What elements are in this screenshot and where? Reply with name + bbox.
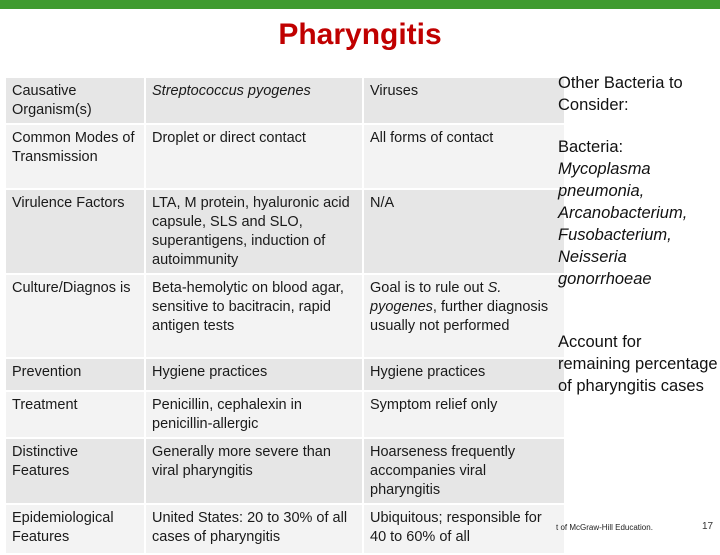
strep-cell: Beta-hemolytic on blood agar, sensitive to bacitracin, rapid antigen tests xyxy=(145,274,363,358)
slide-title: Pharyngitis xyxy=(278,18,442,51)
viral-cell: Hoarseness frequently accompanies viral pharyngitis xyxy=(363,438,565,504)
bacteria-list: Mycoplasma pneumonia, Arcanobacterium, Fusobacterium, Neisseria gonorrhoeae xyxy=(558,160,688,288)
table-row xyxy=(6,504,565,554)
viral-cell: Symptom relief only xyxy=(363,391,565,438)
top-accent-bar xyxy=(0,0,720,9)
comparison-table xyxy=(6,78,566,555)
viral-cell: Hygiene practices xyxy=(363,358,565,391)
viral-cell: Ubiquitous; responsible for 40 to 60% of all xyxy=(363,504,565,554)
strep-cell: Droplet or direct contact xyxy=(145,124,363,189)
sidebar-note: Account for remaining percentage of pharyngitis cases xyxy=(558,333,718,395)
table-row xyxy=(6,78,565,124)
row-label: Distinctive Features xyxy=(6,438,145,504)
strep-cell: Streptococcus pyogenes xyxy=(145,78,363,124)
row-label: Treatment xyxy=(6,391,145,438)
table-row xyxy=(6,358,565,391)
row-label: Virulence Factors xyxy=(6,189,145,274)
row-label: Culture/Diagnos is xyxy=(6,274,145,358)
strep-cell: Generally more severe than viral pharyngitis xyxy=(145,438,363,504)
row-label: Causative Organism(s) xyxy=(6,78,145,124)
strep-cell: Penicillin, cephalexin in penicillin-allergic xyxy=(145,391,363,438)
sidebar-bacteria xyxy=(558,136,718,290)
sidebar-heading: Other Bacteria to Consider: xyxy=(558,74,683,114)
row-label: Prevention xyxy=(6,358,145,391)
row-label: Epidemiological Features xyxy=(6,504,145,554)
strep-cell: United States: 20 to 30% of all cases of pharyngitis xyxy=(145,504,363,554)
table-row xyxy=(6,438,565,504)
viral-cell: All forms of contact xyxy=(363,124,565,189)
table-row xyxy=(6,274,565,358)
viral-cell: N/A xyxy=(363,189,565,274)
strep-cell: Hygiene practices xyxy=(145,358,363,391)
table-row xyxy=(6,124,565,189)
strep-cell: LTA, M protein, hyaluronic acid capsule, SLS and SLO, superantigens, induction of autoimmunity xyxy=(145,189,363,274)
viral-cell: Viruses xyxy=(363,78,565,124)
table-row xyxy=(6,189,565,274)
table-row xyxy=(6,391,565,438)
page-number: 17 xyxy=(702,521,714,532)
copyright-notice: t of McGraw-Hill Education. xyxy=(556,523,653,532)
viral-cell: Goal is to rule out S. pyogenes, further diagnosis usually not performed xyxy=(363,274,565,358)
row-label: Common Modes of Transmission xyxy=(6,124,145,189)
bacteria-label: Bacteria: xyxy=(558,138,624,156)
